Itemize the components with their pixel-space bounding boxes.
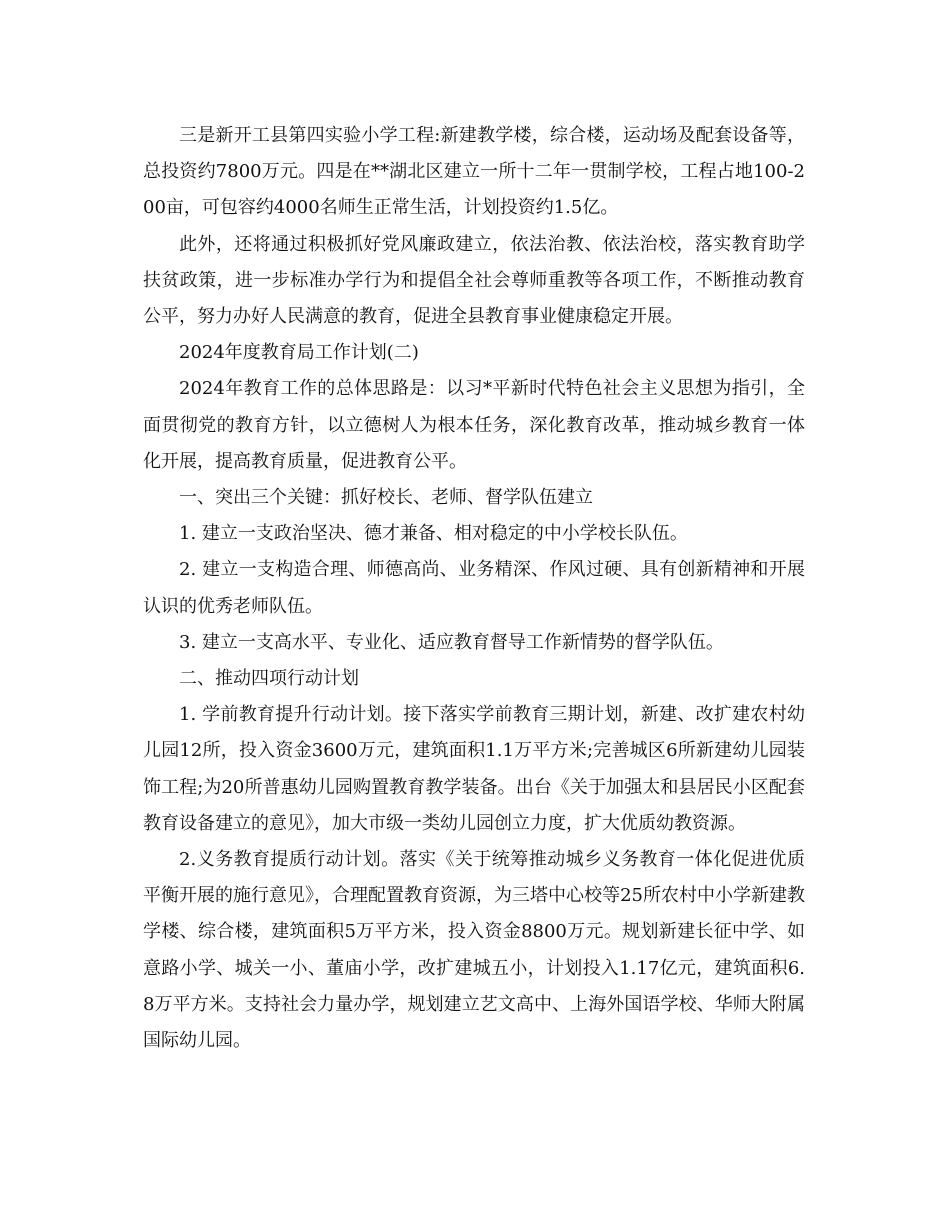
list-item-preschool-plan: 1. 学前教育提升行动计划。接下落实学前教育三期计划，新建、改扩建农村幼儿园12所，投入资金3600万元，建筑面积1.1万平方米;完善城区6所新建幼儿园装饰工程;为20所普惠幼儿园购置教育教学装备。出台《关于加强太和县居民小区配套教育设备建立的意见》，加大市级一类幼儿园创立力度，扩大优质幼教资源。 xyxy=(143,704,805,834)
list-item-inspector-team: 3. 建立一支高水平、专业化、适应教育督导工作新情势的督学队伍。 xyxy=(179,631,724,653)
list-item-principal-team: 1. 建立一支政治坚决、德才兼备、相对稳定的中小学校长队伍。 xyxy=(179,523,688,545)
paragraph-overall-idea: 2024年教育工作的总体思路是：以习*平新时代特色社会主义思想为指引，全面贯彻党的教育方针，以立德树人为根本任务，深化教育改革，推动城乡教育一体化开展，提高教育质量，促进教育公平。 xyxy=(143,378,805,472)
heading-three-keys: 一、突出三个关键：抓好校长、老师、督学队伍建立 xyxy=(179,487,593,509)
document-body xyxy=(143,118,805,1059)
paragraph-other-measures: 此外，还将通过积极抓好党风廉政建立，依法治教、依法治校，落实教育助学扶贫政策，进一步标准办学行为和提倡全社会尊师重教等各项工作，不断推动教育公平，努力办好人民满意的教育，促进全县教育事业健康稳定开展。 xyxy=(143,233,805,328)
heading-four-actions: 二、推动四项行动计划 xyxy=(179,668,359,690)
section-heading-plan-two: 2024年度教育局工作计划(二) xyxy=(179,342,419,364)
list-item-compulsory-education-plan: 2.义务教育提质行动计划。落实《关于统筹推动城乡义务教育一体化促进优质平衡开展的施行意见》，合理配置教育资源，为三塔中心校等25所农村中小学新建教学楼、综合楼，建筑面积5万平方米，投入资金8800万元。规划新建长征中学、如意路小学、城关一小、董庙小学，改扩建城五小，计划投入1.17亿元，建筑面积6.8万平方米。支持社会力量办学，规划建立艺文高中、上海外国语学校、华师大附属国际幼儿园。 xyxy=(143,849,805,1052)
list-item-teacher-team: 2. 建立一支构造合理、师德高尚、业务精深、作风过硬、具有创新精神和开展认识的优秀老师队伍。 xyxy=(143,559,805,617)
paragraph-school-projects: 三是新开工县第四实验小学工程:新建教学楼，综合楼，运动场及配套设备等，总投资约7800万元。四是在**湖北区建立一所十二年一贯制学校，工程占地100-200亩，可包容约4000名师生正常生活，计划投资约1.5亿。 xyxy=(143,125,805,219)
